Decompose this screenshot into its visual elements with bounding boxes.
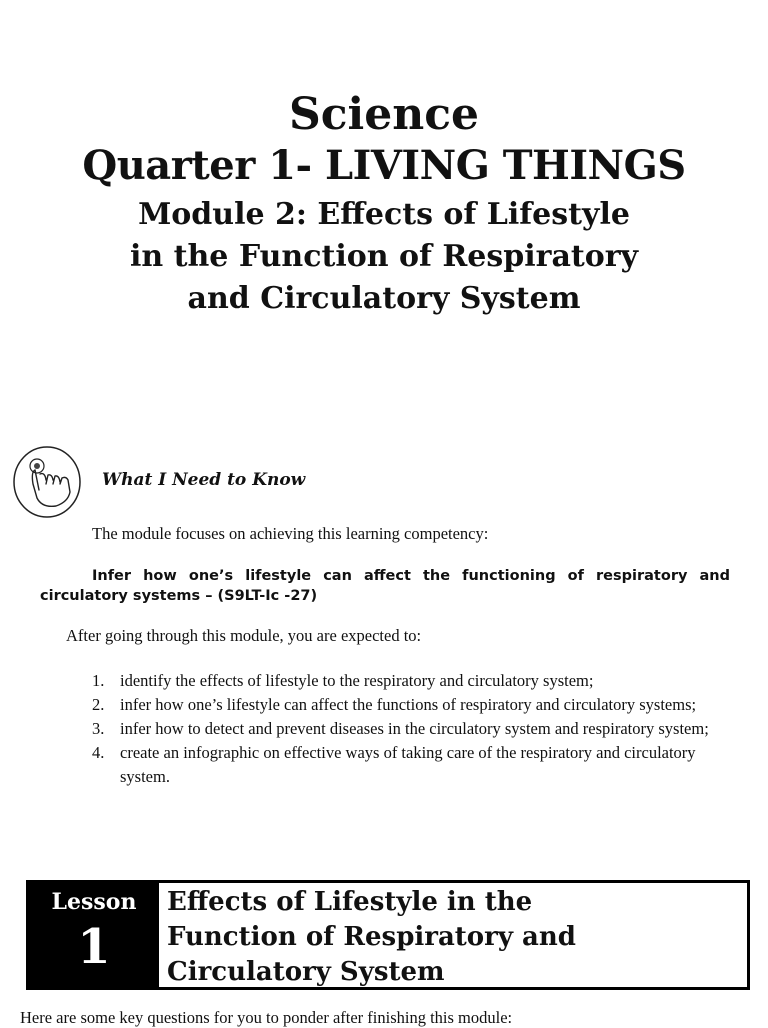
- section-title: What I Need to Know: [102, 470, 306, 490]
- list-text: infer how one’s lifestyle can affect the functions of respiratory and circulatory systems;: [120, 695, 697, 714]
- module-title-block: [0, 88, 768, 320]
- lesson-title-line: Function of Respiratory and: [167, 922, 576, 952]
- list-text: infer how to detect and prevent diseases in the circulatory system and respiratory system;: [120, 719, 709, 738]
- expectations-intro: After going through this module, you are expected to:: [66, 626, 422, 645]
- objectives-list: [92, 669, 712, 789]
- module-title: [0, 194, 768, 320]
- learning-competency: Infer how one’s lifestyle can affect the functioning of respiratory and circulatory systems – (S9LT-Ic -27): [40, 568, 730, 604]
- list-number: 1.: [92, 671, 105, 690]
- quarter-title: Quarter 1- LIVING THINGS: [82, 142, 686, 189]
- list-item: [92, 717, 712, 741]
- lesson-label-block: [29, 883, 159, 987]
- list-item: [92, 669, 712, 693]
- list-number: 2.: [92, 695, 105, 714]
- subject-title: Science: [288, 89, 480, 140]
- pointing-hand-icon: [12, 444, 84, 520]
- key-questions-intro: Here are some key questions for you to ponder after finishing this module:: [20, 1008, 513, 1027]
- module-title-line: in the Function of Respiratory: [129, 239, 639, 274]
- list-number: 3.: [92, 719, 105, 738]
- list-item: [92, 693, 712, 717]
- lesson-word: Lesson: [51, 889, 137, 915]
- list-number: 4.: [92, 743, 105, 762]
- lesson-number: 1: [77, 919, 111, 975]
- lesson-title-line: Circulatory System: [167, 957, 445, 987]
- module-title-line: Module 2: Effects of Lifestyle: [138, 197, 630, 232]
- module-title-line: and Circulatory System: [187, 281, 581, 316]
- intro-text: The module focuses on achieving this learning competency:: [92, 524, 489, 543]
- what-i-need-to-know-header: [12, 444, 752, 524]
- list-text: identify the effects of lifestyle to the respiratory and circulatory system;: [120, 671, 594, 690]
- list-item: [92, 741, 712, 789]
- lesson-title-line: Effects of Lifestyle in the: [167, 887, 533, 917]
- list-text: create an infographic on effective ways of taking care of the respiratory and circulatory system.: [120, 743, 696, 786]
- lesson-title: [167, 885, 737, 990]
- lesson-banner: [26, 880, 750, 990]
